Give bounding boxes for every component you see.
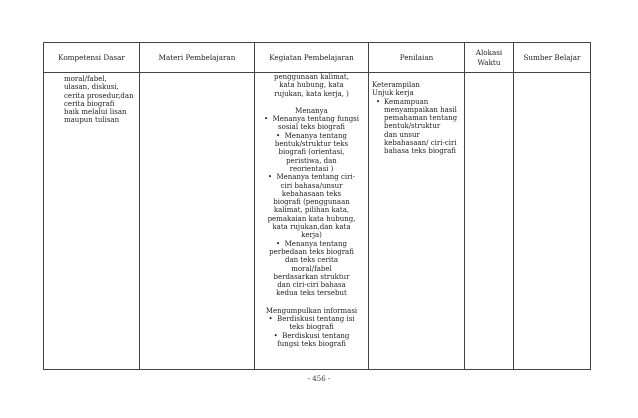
text-line: fungsi teks biografi [277,339,346,348]
cell-penilaian [369,73,465,370]
text-line: biografi (penggunaan [273,198,350,207]
list-item: • Menanya tentang [276,239,347,248]
header-sumber-belajar: Sumber Belajar [514,43,591,73]
text-line: kerja) [301,231,322,240]
list-item: • Kemampuan [372,98,462,106]
list-item: • Berdiskusi tentang [273,331,350,340]
list-item: • Berdiskusi tentang isi [268,315,355,324]
text-line: reorientasi ) [289,164,334,173]
cell-sumber-belajar [514,73,591,370]
text-line: moral/fabel, [64,75,107,83]
text-line: kata hubung, kata [279,81,344,90]
text-line: teks biografi [289,323,334,332]
list-item: • Menanya tentang ciri- [267,173,356,182]
text-line: bentuk/struktur [384,122,441,131]
text-line: peristiwa, dan [286,156,337,165]
section-heading: Keterampilan [372,81,420,89]
text-line: pemakaian kata hubung, [267,214,356,223]
list-item: • Menanya tentang [276,131,347,140]
header-materi-pembelajaran: Materi Pembelajaran [140,43,255,73]
table-header-row [44,43,591,73]
text-line: biografi (orientasi, [278,148,345,157]
section-heading: Unjuk kerja [372,89,414,98]
text-line: baik melalui lisan [64,108,127,117]
cell-kegiatan-pembelajaran [255,73,369,370]
text-line: pemahaman tentang [384,114,458,123]
text-line: bentuk/struktur teks [274,140,349,149]
header-penilaian: Penilaian [369,43,465,73]
text-line: berdasarkan struktur [273,272,350,281]
text-line: moral/fabel [291,264,332,273]
section-heading: Mengumpulkan informasi [265,306,358,315]
text-line: kebahasaan teks [281,189,342,198]
list-item: • Menanya tentang fungsi [263,115,360,124]
text-line: kalimat, pilihan kata, [273,206,350,215]
text-line: kebahasaan/ ciri-ciri [384,139,457,148]
curriculum-table [43,42,591,370]
text-line: bahasa teks biografi [384,147,456,156]
text-line: maupun tulisan [64,116,120,125]
text-line: perbedaan teks biografi [269,247,354,256]
text-line: penggunaan kalimat, [274,73,349,81]
text-line: sosial teks biografi [278,123,345,132]
text-line: kata rujukan,dan kata [272,223,351,232]
cell-kompetensi-dasar [44,73,140,370]
section-heading: Menanya [295,106,328,115]
text-line: cerita biografi [64,99,115,108]
header-alokasi-waktu: Alokasi Waktu [465,43,514,73]
cell-materi-pembelajaran [140,73,255,370]
text-line: cerita prosedur,dan [64,91,134,100]
cell-alokasi-waktu [465,73,514,370]
text-line: rujukan, kata kerja, ) [274,89,349,98]
text-line: kedua teks tersebut [276,289,347,298]
text-line: ciri bahasa/unsur [280,181,343,190]
text-line: dan unsur [384,130,420,139]
text-line: menyampaikan hasil [384,105,457,114]
header-kompetensi-dasar: Kompetensi Dasar [44,43,140,73]
page-number: - 456 - [307,375,331,383]
header-kegiatan-pembelajaran: Kegiatan Pembelajaran [255,43,369,73]
text-line: dan teks cerita [284,256,339,265]
text-line: dan ciri-ciri bahasa [277,281,346,290]
table-row [44,73,591,370]
text-line: ulasan, diskusi, [64,83,119,92]
